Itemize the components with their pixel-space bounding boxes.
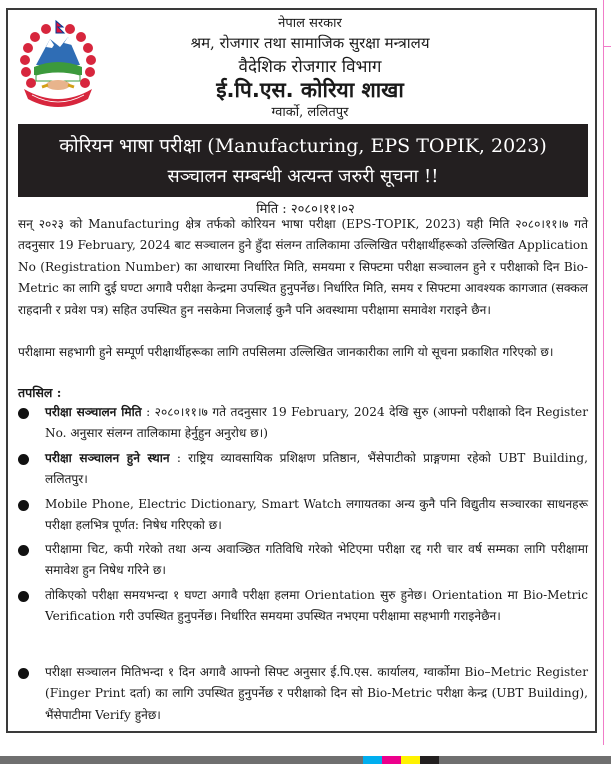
magenta-swatch [382,756,401,764]
list-item-text: Mobile Phone, Electric Dictionary, Smart Watch लगायतका अन्य कुनै पनि विद्युतीय सञ्चारका साधनहरू परीक्षा हलभित्र पूर्णत: निषेध गरिएको छ। [45,497,588,533]
list-item-text: परीक्षा सञ्चालन मितिभन्दा १ दिन अगावै आफ्नो सिफ्ट अनुसार ई.पि.एस. कार्यालय, ग्वार्कोमा Bio–Metric Register (Finger Print दर्ता) का लागि उपस्थित हुनुपर्नेछ र परीक्षाको दिन सो Bio-Metric परीक्षा केन्द्र (UBT Building), भैंसेपाटीमा Verify हुनेछ। [45,665,588,722]
list-item [18,494,588,537]
details-heading: तपसिल : [18,385,62,400]
bullet-icon [18,591,29,602]
list-item-label: परीक्षा सञ्चालन मिति [45,405,142,419]
government-name: नेपाल सरकार [278,16,342,31]
notice-title-banner [18,124,588,197]
list-item-text: : २०८०।११।७ गते तदनुसार 19 February, 2024 देखि सुरु (आफ्नो परीक्षाको दिन Register No. अनुसार संलग्न तालिकामा हेर्नुहुन अनुरोध छ।) [45,405,588,441]
print-registration-strip [0,756,611,764]
list-item [18,585,588,628]
office-location: ग्वार्को, ललितपुर [271,105,349,120]
black-swatch [420,756,439,764]
nepal-coat-of-arms-icon [18,17,98,113]
bullet-icon [18,668,29,679]
list-item [18,539,588,582]
purpose-paragraph: परीक्षामा सहभागी हुने सम्पूर्ण परीक्षार्थीहरूका लागि तपसिलमा उल्लिखित जानकारीका लागि यो सूचना प्रकाशित गरिएको छ। [18,345,554,359]
bullet-icon [18,454,29,465]
list-item-text: तोकिएको परीक्षा समयभन्दा १ घण्टा अगावै परीक्षा हलमा Orientation सुरु हुनेछ। Orientation मा Bio-Metric Verification गरी उपस्थित हुनुपर्नेछ। निर्धारित समयमा उपस्थित नभएमा परीक्षामा सहभागी गराइनेछैन। [45,588,588,624]
list-item-label: परीक्षा सञ्चालन हुने स्थान [45,451,170,465]
bullet-icon [18,545,29,556]
date-value: २०८०।११।०२ [290,202,355,217]
bullet-icon [18,500,29,511]
ministry-name: श्रम, रोजगार तथा सामाजिक सुरक्षा मन्त्रालय [190,34,430,52]
intro-paragraph: सन् २०२३ को Manufacturing क्षेत्र तर्फको कोरियन भाषा परीक्षा (EPS-TOPIK, 2023) यही मिति २०८०।११।७ गते तदनुसार 19 February, 2024 बाट सञ्चालन हुने हुँदा संलग्न तालिकामा उल्लिखित परीक्षार्थीहरूको उल्लिखित Application No (Registration Number) का आधारमा निर्धारित मिति, समयमा र सिफ्टमा परीक्षा सञ्चालन हुने र परीक्षाको दिन Bio-Metric का लागि दुई घण्टा अगावै परीक्षा केन्द्रमा उपस्थित हुनुपर्नेछ। निर्धारित मिति, समय र सिफ्टमा आवश्यक कागजात (सक्कल राहदानी र प्रवेश पत्र) सहित उपस्थित हुन नसकेमा निजलाई कुनै पनि अवस्थामा परीक्षामा समावेश गराइने छैन। [18,217,588,317]
list-item-text: परीक्षामा चिट, कपी गरेको तथा अन्य अवाञ्छित गतिविधि गरेको भेटिएमा परीक्षा रद्द गरी चार वर्ष सम्मका लागि परीक्षामा समावेश हुन निषेध गरिने छ। [45,542,588,578]
notice-title: कोरियन भाषा परीक्षा (Manufacturing, EPS TOPIK, 2023) [59,135,547,157]
list-item-text: : राष्ट्रिय व्यावसायिक प्रशिक्षण प्रतिष्ठान, भैंसेपाटीको प्राङ्गणमा रहेको UBT Building, ललितपुर। [45,451,588,487]
notice-subtitle: सञ्चालन सम्बन्धी अत्यन्त जरुरी सूचना !! [167,166,439,187]
department-name: वैदेशिक रोजगार विभाग [238,57,382,77]
cyan-swatch [363,756,382,764]
list-item [18,662,588,726]
crop-guide-line [603,0,604,745]
date-label: मिति : [256,202,287,217]
crop-guide-tick [603,46,611,47]
yellow-swatch [401,756,420,764]
branch-name: ई.पि.एस. कोरिया शाखा [216,78,404,102]
bullet-icon [18,408,29,419]
list-item [18,402,588,445]
list-item [18,448,588,491]
